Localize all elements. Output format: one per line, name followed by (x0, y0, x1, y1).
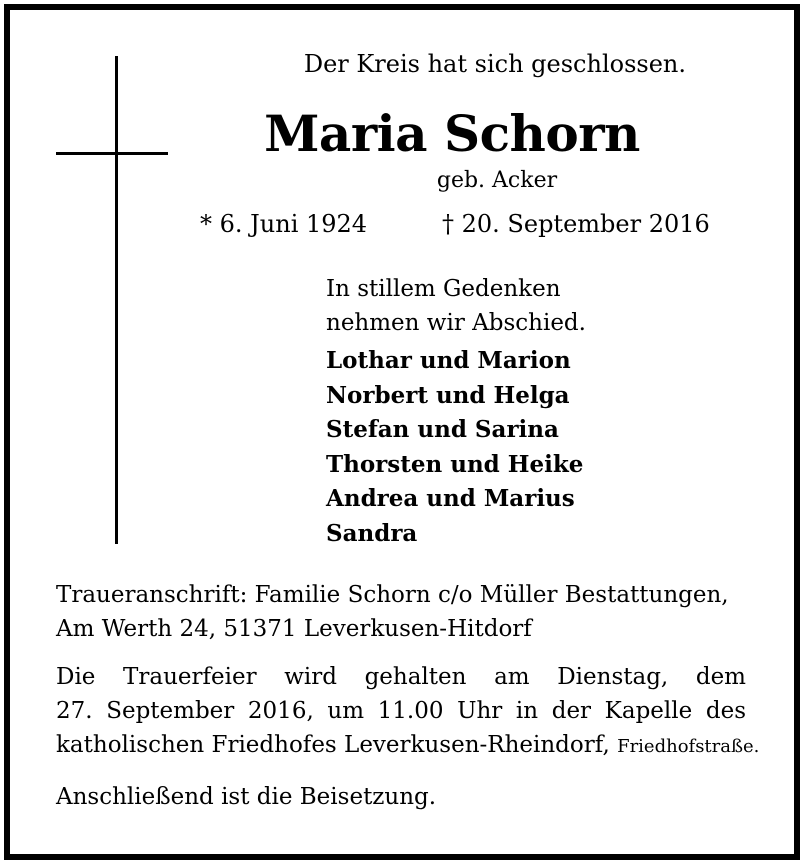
mourner-entry: Lothar und Marion (326, 347, 571, 374)
mourning-address (56, 578, 729, 646)
birth-date: * 6. Juni 1924 (200, 210, 368, 238)
ceremony-line: 27. September 2016, um 11.00 Uhr in der Kapelle des (56, 698, 746, 724)
burial-note: Anschließend ist die Beisetzung. (56, 784, 437, 810)
obituary-notice (4, 4, 800, 860)
ceremony-info (56, 660, 760, 764)
maiden-name: geb. Acker (436, 168, 558, 193)
mourner-entry: Thorsten und Heike (326, 450, 584, 478)
ceremony-street: Friedhofstraße. (617, 736, 760, 757)
opening-quote: Der Kreis hat sich geschlossen. (303, 50, 686, 78)
deceased-name: Maria Schorn (264, 104, 640, 163)
ceremony-line: Die Trauerfeier wird gehalten am Dienstag, dem (56, 664, 746, 690)
address-line: Traueranschrift: Familie Schorn c/o Müller Bestattungen, (56, 582, 729, 608)
mourner-entry: Andrea und Marius (326, 485, 575, 512)
memorial-line: nehmen wir Abschied. (326, 310, 586, 336)
memorial-text (326, 272, 586, 340)
mourner-entry: Sandra (326, 519, 418, 547)
mourner-entry: Norbert und Helga (326, 381, 570, 409)
mourners-list (326, 344, 583, 551)
address-line: Am Werth 24, 51371 Leverkusen-Hitdorf (56, 616, 532, 642)
ceremony-line (56, 728, 760, 764)
death-date: † 20. September 2016 (442, 210, 710, 238)
memorial-line: In stillem Gedenken (326, 276, 561, 302)
ceremony-line-main: katholischen Friedhofes Leverkusen-Rheindorf, (56, 732, 610, 758)
mourner-entry: Stefan und Sarina (326, 416, 559, 443)
